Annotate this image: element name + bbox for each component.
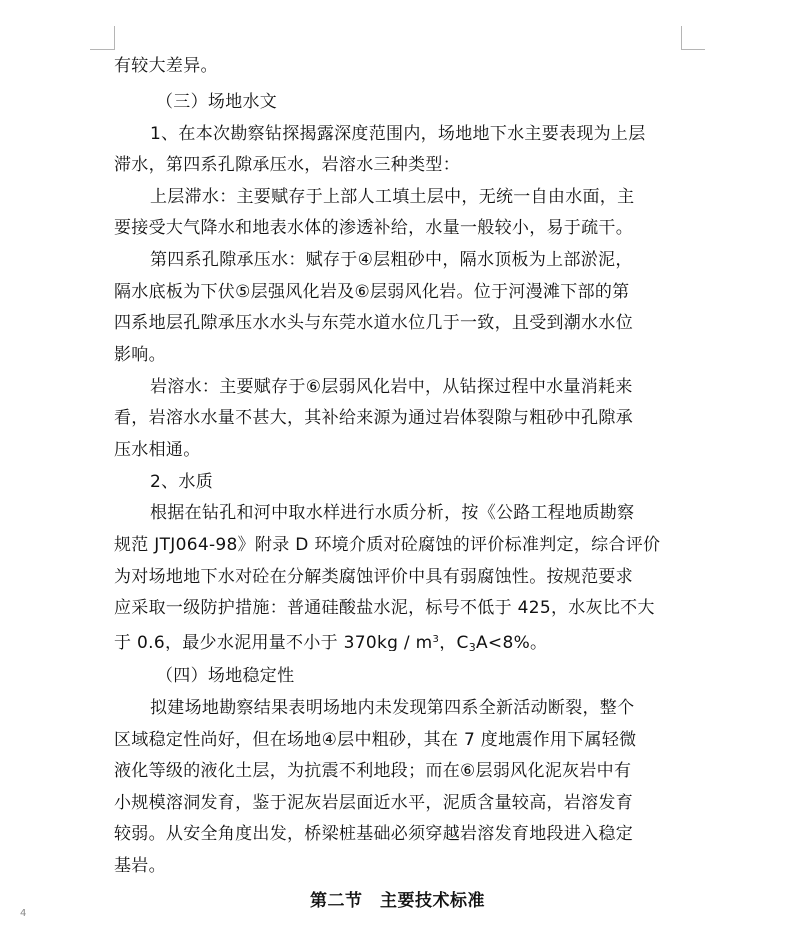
text-line: 有较大差异。 <box>114 56 218 76</box>
text-line: 区域稳定性尚好，但在场地④层中粗砂，其在 7 度地震作用下属轻微 <box>114 730 637 750</box>
text-line: 四系地层孔隙承压水水头与东莞水道水位几于一致，且受到潮水水位 <box>114 313 633 333</box>
text-line: 应采取一级防护措施：普通硅酸盐水泥，标号不低于 425，水灰比不大 <box>114 598 655 618</box>
text-line: 基岩。 <box>114 856 166 876</box>
text-line: 为对场地地下水对砼在分解类腐蚀评价中具有弱腐蚀性。按规范要求 <box>114 567 633 587</box>
heading-hydrology: （三）场地水文 <box>156 92 278 112</box>
formula-subscript: 3 <box>468 641 476 651</box>
formula-part1: 于 0.6，最少水泥用量不小于 370kg / m <box>114 633 433 651</box>
formula-part3: A<8%。 <box>476 633 548 651</box>
crop-mark-top-left-v <box>114 26 115 50</box>
text-line: 第四系孔隙承压水：赋存于④层粗砂中，隔水顶板为上部淤泥， <box>150 250 633 270</box>
text-line: 看，岩溶水水量不甚大，其补给来源为通过岩体裂隙与粗砂中孔隙承 <box>114 408 633 428</box>
text-line: 影响。 <box>114 345 166 365</box>
text-line: 较弱。从安全角度出发，桥梁桩基础必须穿越岩溶发育地段进入稳定 <box>114 824 633 844</box>
text-line: 压水相通。 <box>114 440 201 460</box>
text-line: 规范 JTJ064-98》附录 D 环境介质对砼腐蚀的评价标准判定，综合评价 <box>114 535 661 555</box>
text-line: 根据在钻孔和河中取水样进行水质分析，按《公路工程地质勘察 <box>150 503 635 523</box>
text-line: 滞水，第四系孔隙承压水，岩溶水三种类型： <box>114 155 460 175</box>
crop-mark-top-right-v <box>681 26 682 50</box>
text-line: 液化等级的液化土层，为抗震不利地段；而在⑥层弱风化泥灰岩中有 <box>114 761 632 781</box>
text-line: 拟建场地勘察结果表明场地内未发现第四系全新活动断裂，整个 <box>150 698 635 718</box>
crop-mark-top-left-h <box>90 49 114 50</box>
text-line: 要接受大气降水和地表水体的渗透补给，水量一般较小，易于疏干。 <box>114 218 633 238</box>
text-line: 隔水底板为下伏⑤层强风化岩及⑥层弱风化岩。位于河漫滩下部的第 <box>114 282 630 302</box>
heading-stability: （四）场地稳定性 <box>156 666 295 686</box>
formula-part2: ，C <box>439 633 469 651</box>
formula-superscript: 3 <box>432 634 440 645</box>
section-title: 第二节 主要技术标准 <box>310 891 485 911</box>
page-number: 4 <box>20 908 27 919</box>
heading-water-quality: 2、水质 <box>150 472 214 492</box>
text-line-with-formula <box>114 629 686 651</box>
text-line: 岩溶水：主要赋存于⑥层弱风化岩中，从钻探过程中水量消耗来 <box>150 377 633 397</box>
text-line: 小规模溶洞发育，鉴于泥灰岩层面近水平，泥质含量较高，岩溶发育 <box>114 793 633 813</box>
crop-mark-top-right-h <box>681 49 705 50</box>
text-line: 上层滞水：主要赋存于上部人工填土层中，无统一自由水面，主 <box>150 187 635 207</box>
text-line: 1、在本次勘察钻探揭露深度范围内，场地地下水主要表现为上层 <box>150 124 646 144</box>
